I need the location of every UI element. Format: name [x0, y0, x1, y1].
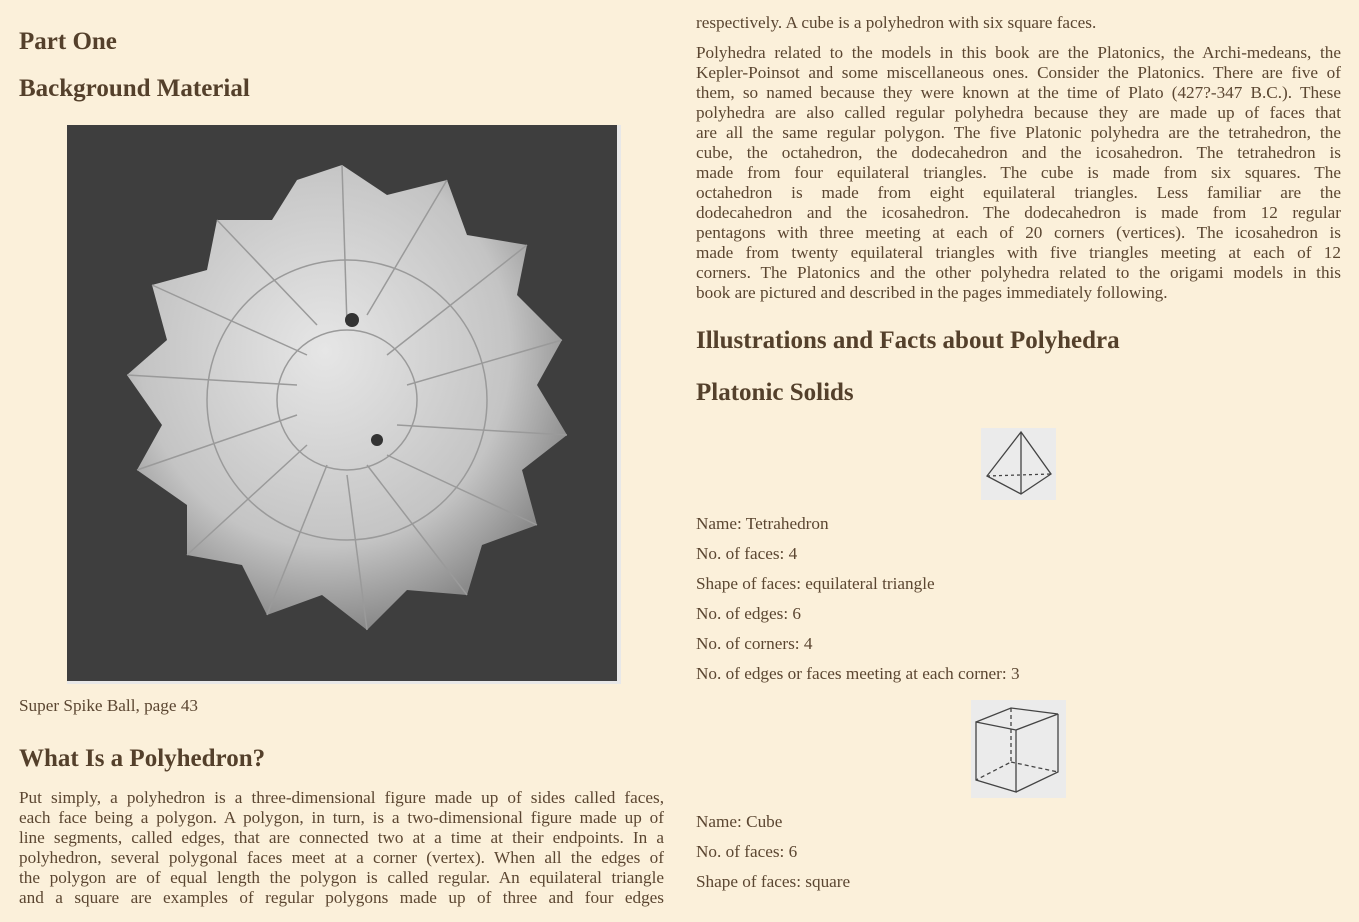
text-line: and a square are examples of regular polygons made up of three and four edges [19, 888, 664, 907]
tetrahedron-face-shape: Shape of faces: equilateral triangle [696, 574, 935, 593]
tetrahedron-edges: No. of edges: 6 [696, 604, 802, 623]
text-line: pentagons with three meeting at each of 20 corners (vertices). The icosahedron is [696, 223, 1341, 242]
text-line: line segments, called edges, that are connected two at a time at their endpoints. In a [19, 828, 664, 847]
text-line: Kepler-Poinsot and some miscellaneous ones. Consider the Platonics. There are five of [696, 63, 1341, 82]
cube-icon [971, 700, 1066, 798]
what-is-polyhedron-heading: What Is a Polyhedron? [19, 745, 266, 772]
part-title: Part One [19, 28, 117, 55]
tetrahedron-meeting: No. of edges or faces meeting at each corner: 3 [696, 664, 1020, 683]
tetrahedron-faces: No. of faces: 4 [696, 544, 798, 563]
text-line: made from twenty equilateral triangles with five triangles meeting at each of 12 [696, 243, 1341, 262]
text-line: the polygon are of equal length the polygon is called regular. An equilateral triangle [19, 868, 664, 887]
tetrahedron-icon [981, 428, 1056, 500]
tetrahedron-name: Name: Tetrahedron [696, 514, 829, 533]
text-line: dodecahedron and the icosahedron. The dodecahedron is made from 12 regular [696, 203, 1341, 222]
text-line: polyhedra are also called regular polyhedra because they are made up of faces that [696, 103, 1341, 122]
text-line: are all the same regular polygon. The five Platonic polyhedra are the tetrahedron, the [696, 123, 1341, 142]
cube-face-shape: Shape of faces: square [696, 872, 851, 891]
text-line: Put simply, a polyhedron is a three-dimensional figure made up of sides called faces, [19, 788, 664, 807]
platonic-solids-heading: Platonic Solids [696, 379, 854, 406]
illustrations-heading: Illustrations and Facts about Polyhedra [696, 327, 1120, 354]
super-spike-ball-photo [67, 125, 621, 684]
polyhedron-definition-paragraph [19, 788, 664, 908]
text-line: octahedron is made from eight equilateral triangles. Less familiar are the [696, 183, 1341, 202]
cube-illustration [971, 700, 1066, 798]
section-title: Background Material [19, 75, 250, 102]
text-line: book are pictured and described in the pages immediately following. [696, 283, 1168, 302]
text-line: each face being a polygon. A polygon, in turn, is a two-dimensional figure made up of [19, 808, 664, 827]
text-line: made from four equilateral triangles. The cube is made from six squares. The [696, 163, 1341, 182]
text-line: them, so named because they were known at the time of Plato (427?-347 B.C.). These [696, 83, 1341, 102]
text-line: polyhedron, several polygonal faces meet at a corner (vertex). When all the edges of [19, 848, 664, 867]
spike-ball-image [67, 125, 617, 681]
text-line: Polyhedra related to the models in this book are the Platonics, the Archi-medeans, the [696, 43, 1341, 62]
photo-caption: Super Spike Ball, page 43 [19, 696, 199, 715]
text-line: corners. The Platonics and the other polyhedra related to the origami models in this [696, 263, 1341, 282]
cube-faces: No. of faces: 6 [696, 842, 798, 861]
cube-name: Name: Cube [696, 812, 783, 831]
platonics-paragraph [696, 43, 1341, 303]
tetrahedron-corners: No. of corners: 4 [696, 634, 813, 653]
tetrahedron-illustration [981, 428, 1056, 500]
continued-text: respectively. A cube is a polyhedron with six square faces. [696, 13, 1097, 32]
text-line: cube, the octahedron, the dodecahedron and the icosahedron. The tetrahedron is [696, 143, 1341, 162]
